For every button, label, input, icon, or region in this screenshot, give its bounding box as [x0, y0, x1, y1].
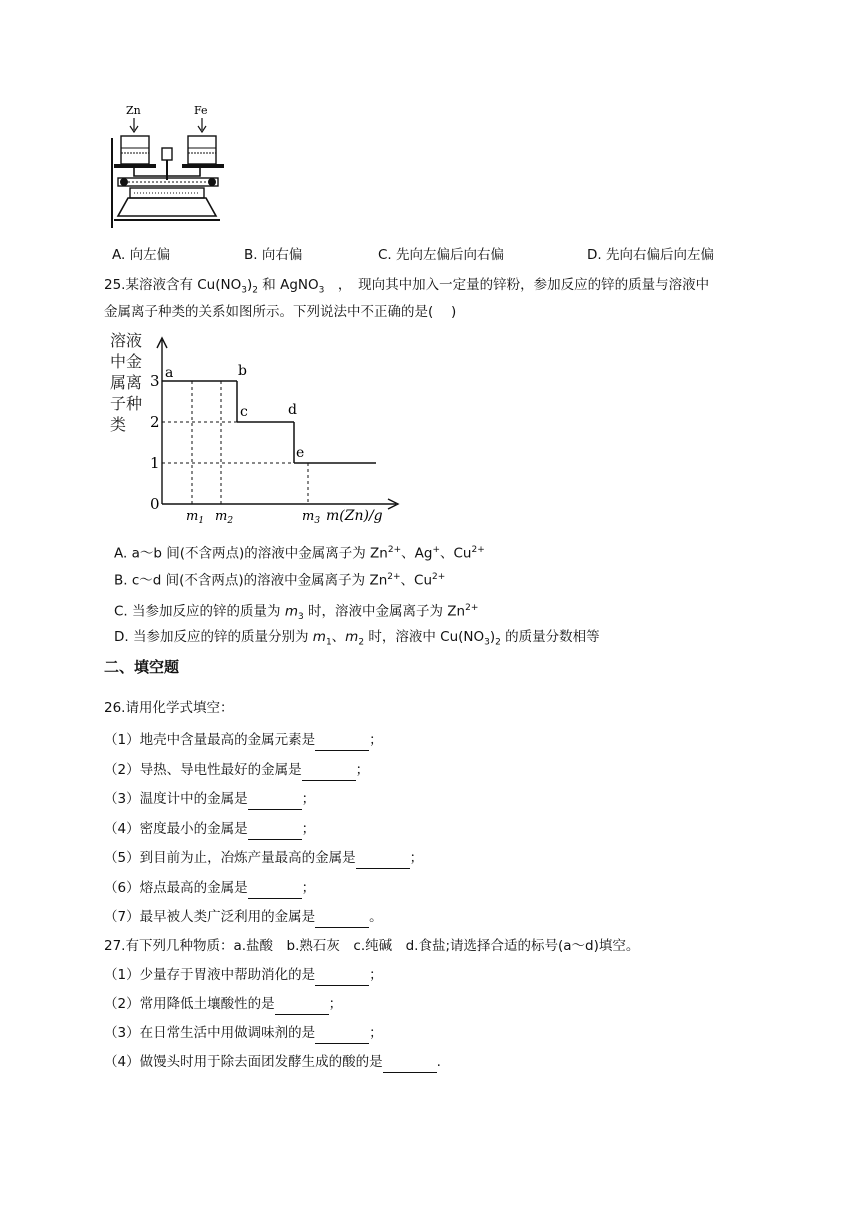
q26-answer-blank[interactable]	[248, 789, 302, 810]
q26-item-1: （1）地壳中含量最高的金属元素是 ；	[104, 730, 383, 751]
ion-species-chart	[104, 326, 404, 526]
q27-item-2: （2）常用降低土壤酸性的是 ；	[104, 994, 342, 1015]
q27-answer-blank[interactable]	[315, 1023, 369, 1044]
q26-answer-blank[interactable]	[248, 819, 302, 840]
ylabel-row: 类	[110, 415, 127, 434]
point-label-a: a	[165, 365, 174, 381]
q26-item-2: （2）导热、导电性最好的金属是 ；	[104, 760, 369, 781]
balance-figure	[104, 98, 230, 230]
q27-item-1: （1）少量存于胃液中帮助消化的是 ；	[104, 965, 383, 986]
point-label-d: d	[288, 402, 297, 418]
q24-option-a: A. 向左偏	[112, 247, 171, 263]
x-tick-label-m3: $m_3$	[302, 509, 321, 526]
q25-option-d: D. 当参加反应的锌的质量分别为 $m_1$、$m_2$ 时，溶液中 $Cu(NO_3)_2$ 的质量分数相等	[114, 629, 600, 648]
y-tick-label-1: 1	[150, 454, 160, 472]
q26-title: 26.请用化学式填空：	[104, 700, 234, 716]
q26-answer-blank[interactable]	[248, 878, 302, 899]
q27-item-3: （3）在日常生活中用做调味剂的是 ；	[104, 1023, 383, 1044]
point-label-c: c	[240, 404, 248, 420]
q26-item-3: （3）温度计中的金属是 ；	[104, 789, 315, 810]
q24-option-c: C. 先向左偏后向右偏	[378, 247, 505, 263]
zn-label: Zn	[126, 104, 141, 117]
point-label-e: e	[296, 445, 305, 461]
q26-answer-blank[interactable]	[315, 730, 369, 751]
point-label-b: b	[238, 363, 247, 379]
y-tick-label-0: 0	[150, 495, 160, 513]
q27-item-4: （4）做馒头时用于除去面团发酵生成的酸的是 .	[104, 1052, 441, 1073]
q25-stem-line1: 25.某溶液含有 $Cu(NO_3)_2$ 和 AgNO$_3$ ， 现向其中加入一定量的锌粉，参加反应的锌的质量与溶液中	[104, 277, 710, 296]
ylabel-row: 属离	[110, 373, 143, 392]
fe-label: Fe	[194, 104, 208, 117]
q25-stem-line2: 金属离子种类的关系如图所示。下列说法中不正确的是( )	[104, 304, 457, 320]
x-axis-label: m(Zn)/g	[326, 508, 383, 524]
q26-item-7: （7）最早被人类广泛利用的金属是 。	[104, 907, 383, 928]
ylabel-row: 中金	[110, 352, 143, 371]
q26-answer-blank[interactable]	[315, 907, 369, 928]
y-tick-label-2: 2	[150, 413, 160, 431]
q24-option-d: D. 先向右偏后向左偏	[587, 247, 714, 263]
x-tick-label-m2: $m_2$	[215, 509, 234, 526]
ylabel-row: 子种	[110, 394, 143, 413]
q27-answer-blank[interactable]	[315, 965, 369, 986]
q27-answer-blank[interactable]	[383, 1052, 437, 1073]
q26-item-6: （6）熔点最高的金属是 ；	[104, 878, 315, 899]
x-tick-label-m1: $m_1$	[186, 509, 205, 526]
ylabel-row: 溶液	[110, 331, 143, 350]
section2-heading: 二、填空题	[104, 658, 180, 676]
q27-answer-blank[interactable]	[275, 994, 329, 1015]
q27-title: 27.有下列几种物质：a.盐酸 b.熟石灰 c.纯碱 d.食盐;请选择合适的标号(a～d)填空。	[104, 938, 640, 954]
q25-option-c: C. 当参加反应的锌的质量为 $m_3$ 时，溶液中金属离子为 $Zn^{2+}$	[114, 603, 479, 623]
q26-answer-blank[interactable]	[302, 760, 356, 781]
q26-item-4: （4）密度最小的金属是 ；	[104, 819, 315, 840]
q25-option-b: B. c～d 间(不含两点)的溶液中金属离子为 $Zn^{2+}$、$Cu^{2+}$	[114, 572, 446, 589]
y-tick-label-3: 3	[150, 372, 160, 390]
q25-option-a: A. a～b 间(不含两点)的溶液中金属离子为 $Zn^{2+}$、Ag+、$Cu^{2+}$	[114, 545, 485, 562]
q26-item-5: （5）到目前为止，冶炼产量最高的金属是 ；	[104, 848, 423, 869]
chart-ylabel	[110, 331, 142, 434]
q24-option-b: B. 向右偏	[244, 247, 303, 263]
q26-answer-blank[interactable]	[356, 848, 410, 869]
